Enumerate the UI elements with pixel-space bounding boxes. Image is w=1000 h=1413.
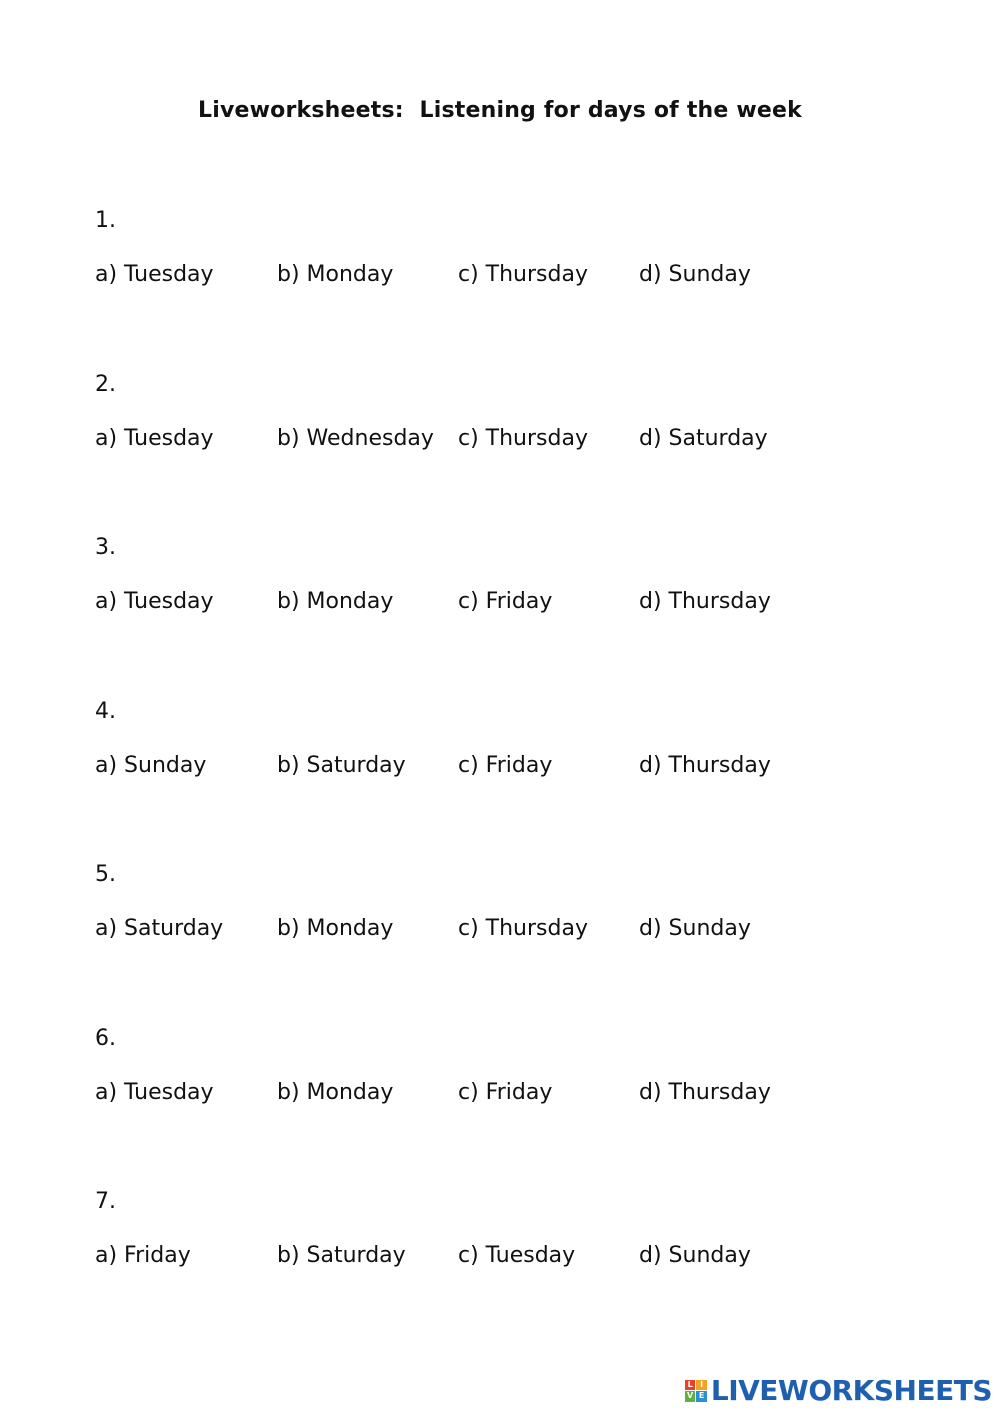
- option-c[interactable]: c) Friday: [458, 1080, 553, 1105]
- option-b[interactable]: b) Monday: [277, 1080, 394, 1105]
- answer-options: [95, 1242, 855, 1270]
- question-number: 1.: [95, 208, 116, 233]
- question-number: 7.: [95, 1189, 116, 1214]
- option-b[interactable]: b) Monday: [277, 589, 394, 614]
- option-d[interactable]: d) Sunday: [639, 262, 751, 287]
- answer-options: [95, 588, 855, 616]
- option-d[interactable]: d) Thursday: [639, 589, 771, 614]
- option-b[interactable]: b) Monday: [277, 916, 394, 941]
- logo-mark-icon: [685, 1380, 707, 1402]
- option-c[interactable]: c) Thursday: [458, 916, 588, 941]
- answer-options: [95, 1079, 855, 1107]
- logo-mark-cell: I: [696, 1380, 707, 1391]
- logo-mark-cell: L: [685, 1380, 696, 1391]
- option-d[interactable]: d) Saturday: [639, 426, 768, 451]
- option-b[interactable]: b) Monday: [277, 262, 394, 287]
- option-b[interactable]: b) Wednesday: [277, 426, 434, 451]
- worksheet-title: Liveworksheets: Listening for days of the week: [198, 98, 802, 123]
- option-c[interactable]: c) Thursday: [458, 262, 588, 287]
- option-a[interactable]: a) Tuesday: [95, 262, 214, 287]
- logo-mark-cell: V: [685, 1391, 696, 1402]
- answer-options: [95, 261, 855, 289]
- logo-mark-cell: E: [696, 1391, 707, 1402]
- option-a[interactable]: a) Tuesday: [95, 426, 214, 451]
- question-number: 6.: [95, 1026, 116, 1051]
- question-number: 2.: [95, 372, 116, 397]
- option-c[interactable]: c) Friday: [458, 589, 553, 614]
- answer-options: [95, 915, 855, 943]
- option-a[interactable]: a) Tuesday: [95, 589, 214, 614]
- option-c[interactable]: c) Tuesday: [458, 1243, 576, 1268]
- option-c[interactable]: c) Friday: [458, 753, 553, 778]
- option-d[interactable]: d) Thursday: [639, 1080, 771, 1105]
- option-b[interactable]: b) Saturday: [277, 1243, 406, 1268]
- answer-options: [95, 425, 855, 453]
- liveworksheets-logo: [685, 1374, 992, 1407]
- logo-text: LIVEWORKSHEETS: [710, 1374, 992, 1407]
- option-d[interactable]: d) Sunday: [639, 916, 751, 941]
- option-c[interactable]: c) Thursday: [458, 426, 588, 451]
- question-number: 4.: [95, 699, 116, 724]
- option-a[interactable]: a) Tuesday: [95, 1080, 214, 1105]
- answer-options: [95, 752, 855, 780]
- option-a[interactable]: a) Saturday: [95, 916, 224, 941]
- question-number: 5.: [95, 862, 116, 887]
- option-d[interactable]: d) Sunday: [639, 1243, 751, 1268]
- option-a[interactable]: a) Sunday: [95, 753, 207, 778]
- question-number: 3.: [95, 535, 116, 560]
- option-a[interactable]: a) Friday: [95, 1243, 191, 1268]
- option-b[interactable]: b) Saturday: [277, 753, 406, 778]
- option-d[interactable]: d) Thursday: [639, 753, 771, 778]
